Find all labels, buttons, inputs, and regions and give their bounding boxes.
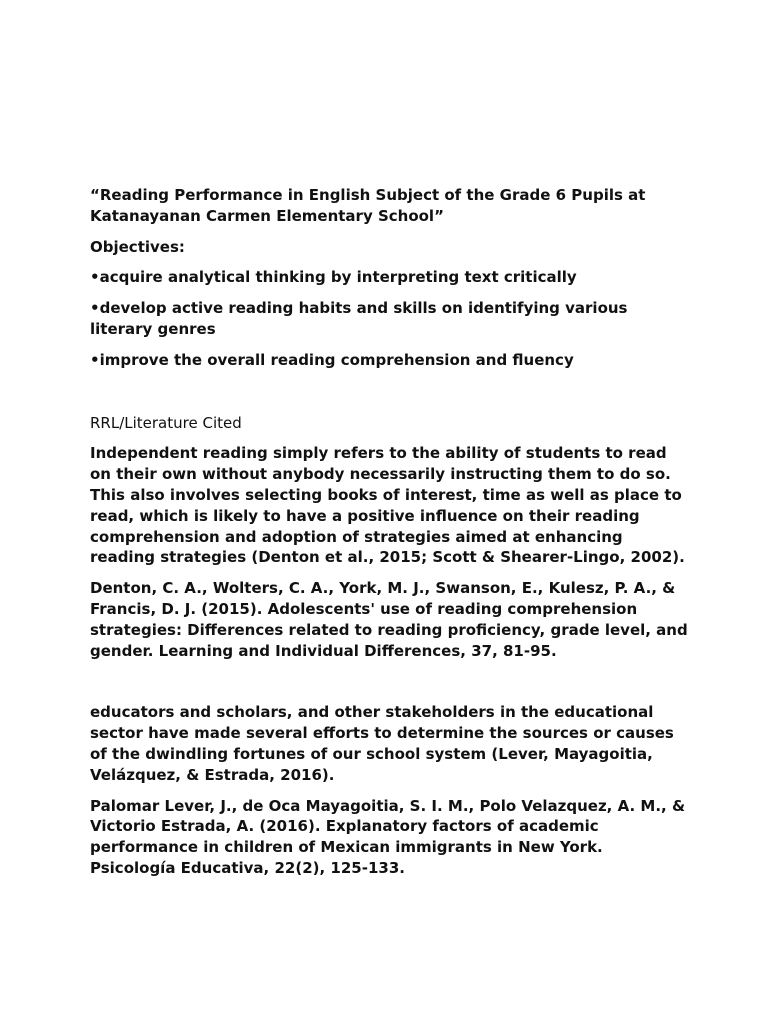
body-paragraph: educators and scholars, and other stakeholders in the educational sector have made several efforts to determine the sources or causes of the dwindling fortunes of our school system (Lever, Mayagoitia, Velázquez, & Estrada, 2016).	[90, 703, 674, 784]
objective-item: •acquire analytical thinking by interpreting text critically	[90, 268, 577, 287]
objectives-heading: Objectives:	[90, 237, 185, 256]
body-paragraph: Independent reading simply refers to the ability of students to read on their own without anybody necessarily instructing them to do so. This also involves selecting books of interest, time as well as place to read, which is likely to have a positive influence on their reading comprehension and adoption of strategies aimed at enhancing reading strategies (Denton et al., 2015; Scott & Shearer-Lingo, 2002).	[90, 444, 685, 567]
objective-item: •improve the overall reading comprehension and fluency	[90, 350, 574, 369]
document-page	[90, 185, 690, 889]
document-title: “Reading Performance in English Subject of the Grade 6 Pupils at Katanayanan Carmen Elementary School”	[90, 186, 646, 225]
citation-paragraph: Palomar Lever, J., de Oca Mayagoitia, S. I. M., Polo Velazquez, A. M., & Victorio Estrada, A. (2016). Explanatory factors of academic performance in children of Mexican immigrants in New York. Psicología Educativa, 22(2), 125-133.	[90, 796, 686, 877]
rrl-heading: RRL/Literature Cited	[90, 413, 242, 432]
citation-paragraph: Denton, C. A., Wolters, C. A., York, M. J., Swanson, E., Kulesz, P. A., & Francis, D. J. (2015). Adolescents' use of reading comprehension strategies: Differences related to reading proficiency, grade level, and gender. Learning and Individual Differences, 37, 81-95.	[90, 579, 688, 660]
objective-item: •develop active reading habits and skills on identifying various literary genres	[90, 299, 628, 338]
